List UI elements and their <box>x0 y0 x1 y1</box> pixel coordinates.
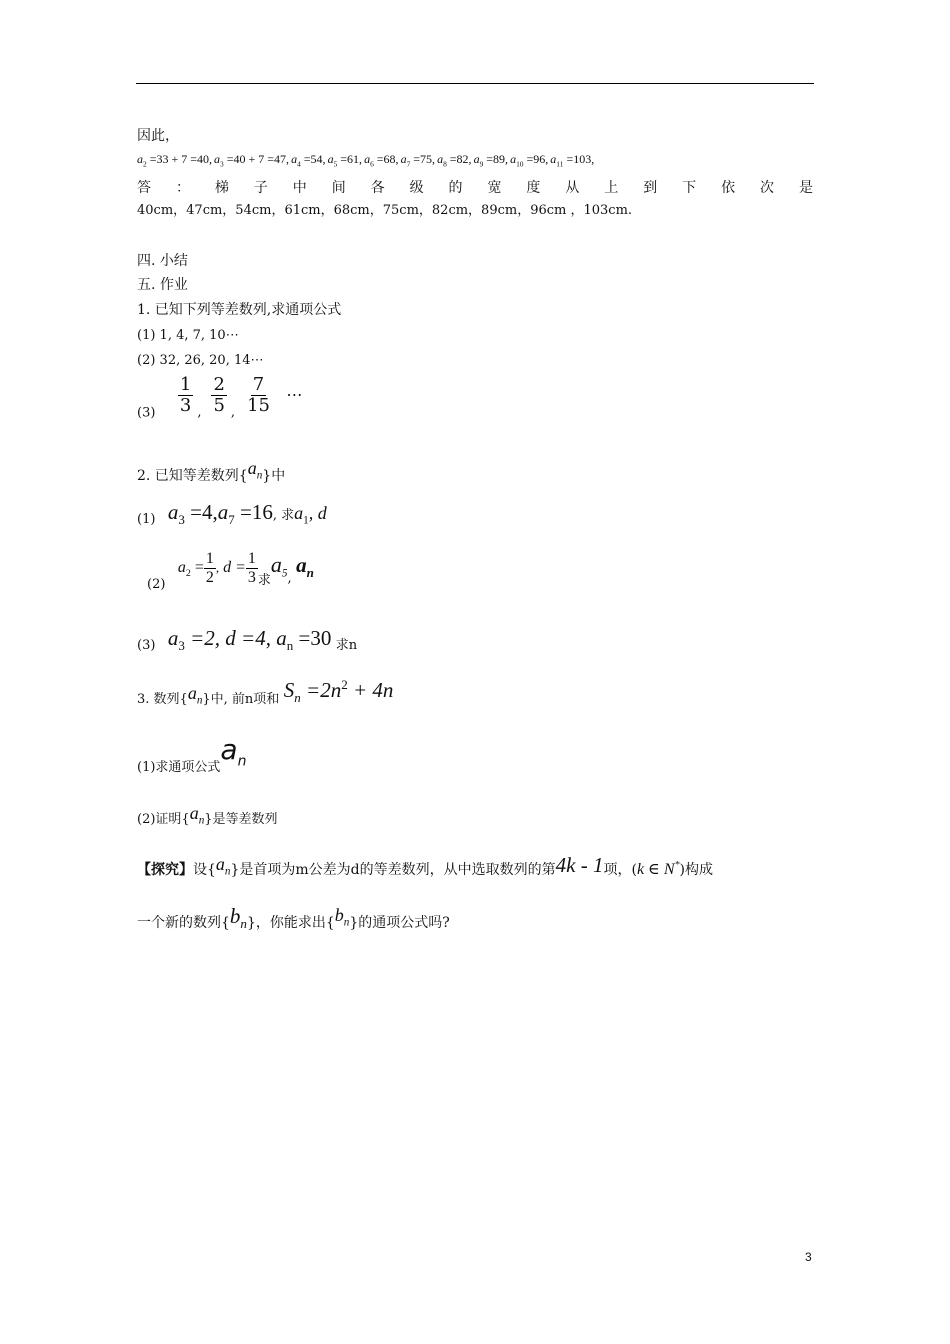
answer-char: 到 <box>643 180 658 196</box>
q3-an-large: $a_n$ <box>220 733 247 770</box>
explore-k-in: k ∈ N* <box>636 859 680 878</box>
header-rule <box>136 83 814 84</box>
q3-var-a: $a_n$ <box>187 683 203 707</box>
q2-sub2-a5: $a_5$ <box>270 551 288 580</box>
q2-sub2-equation: $a_2$ = $\frac{1}{2}$ , d = $\frac{1}{3}$ <box>177 550 256 586</box>
sequence-term: $a_{10} =96$, <box>510 152 549 169</box>
explore-line2: 一个新的数列$\{b_n\}$，你能求出$\{b_n\}$的通项公式吗? <box>137 904 450 932</box>
q1-title: 1. 已知下列等差数列,求通项公式 <box>137 302 342 318</box>
answer-char: 各 <box>370 180 385 196</box>
q2-sub2-an: $a_n$ <box>296 552 314 580</box>
sequence-term: $a_3 =40 + 7 =47$, <box>214 152 290 169</box>
answer-line <box>137 177 813 197</box>
section-summary: 四. 小结 <box>137 253 188 269</box>
sequence-values-line <box>137 152 596 169</box>
q2-frac-half: $\frac{1}{2}$ <box>205 550 214 586</box>
sequence-term: $a_{11} =103$, <box>550 152 595 169</box>
explore-line1: 【探究】设$\{a_n\}$是首项为m公差为d的等差数列，从中选取数列的第4k - 1项，(k ∈ N*)构成 <box>137 853 713 878</box>
q2-sub1-label: (1) <box>137 512 156 527</box>
answer-char: 梯 <box>214 180 229 196</box>
answer-char: 级 <box>409 180 424 196</box>
answer-char: 的 <box>448 180 463 196</box>
sequence-term: $a_9 =89$, <box>473 152 509 169</box>
q2-title-post: }中 <box>262 468 286 484</box>
q1-fraction: $\frac{2}{5}$ <box>213 374 225 416</box>
q3-title: 3. 数列$\{a_n\}$中, 前n项和 $S_n =2n^2 + 4n$ <box>137 677 394 707</box>
q3-sum-formula: $S_n =2n^2 + 4n$ <box>283 677 394 706</box>
sequence-term: $a_6 =68$, <box>364 152 399 169</box>
q1-fraction: $\frac{1}{3}$ <box>179 374 192 416</box>
q2-sub3-equation: $a_3 =2$, d =4, $a_n =30$ <box>167 626 332 654</box>
answer-char: 间 <box>331 180 346 196</box>
answer-char: 上 <box>604 180 619 196</box>
q3-sub2-var-a: $a_n$ <box>189 803 205 827</box>
q1-item3 <box>137 375 302 421</box>
q2-sub1-equation: $a_3 =4,a_7 =16$ <box>167 500 273 528</box>
q2-title-pre: 2. 已知等差数列{ <box>137 468 248 484</box>
explore-expr: 4k - 1 <box>555 853 604 877</box>
answer-char: 从 <box>565 180 580 196</box>
sequence-term: $a_7 =75$, <box>400 152 436 169</box>
sequence-term: $a_8 =82$, <box>437 152 472 169</box>
sequence-term: $a_5 =61$, <box>327 152 363 169</box>
explore-var-b: $b_n$ <box>229 904 247 932</box>
q2-sub1-target: $a_1$, d <box>294 503 327 527</box>
sequence-term: $a_2 =33 + 7 =40$, <box>137 152 213 169</box>
q2-sub2-ask: 求 <box>257 572 271 588</box>
q1-fractions <box>178 374 276 421</box>
intro-text: 因此， <box>137 128 179 144</box>
answer-char: 度 <box>526 180 541 196</box>
q3-sub1: (1)求通项公式$a_n$ <box>137 733 247 775</box>
answer-char: 宽 <box>487 180 502 196</box>
answer-char: ： <box>175 180 190 196</box>
answer-char: 中 <box>292 180 307 196</box>
answer-char: 是 <box>798 180 813 196</box>
section-homework: 五. 作业 <box>137 277 188 293</box>
answer-char: 答 <box>137 180 151 196</box>
q2-title <box>137 458 285 485</box>
explore-var-b2: $b_n$ <box>334 905 350 929</box>
q2-sub1 <box>137 500 327 528</box>
answer-char: 次 <box>760 180 774 196</box>
q2-var-a: $a_n$ <box>247 458 263 482</box>
q2-sub3 <box>137 626 357 654</box>
answer-char: 依 <box>721 180 736 196</box>
answer-char: 下 <box>682 180 697 196</box>
sequence-term: $a_4 =54$, <box>291 152 326 169</box>
q2-sub2: (2) $a_2$ = $\frac{1}{2}$ , d = $\frac{1}{3}$ 求$a_5$, $a_n$ <box>147 550 314 592</box>
page-number: 3 <box>805 1250 812 1264</box>
explore-tag: 【探究】 <box>137 862 193 878</box>
q2-frac-third: $\frac{1}{3}$ <box>247 550 256 586</box>
q3-sub2: (2)证明$\{a_n\}$是等差数列 <box>137 803 278 827</box>
q1-fraction-sep: , <box>197 405 202 421</box>
explore-var-a: $a_n$ <box>215 854 231 878</box>
q1-ellipsis: ⋯ <box>286 385 303 405</box>
q2-sub1-ask: , 求 <box>272 508 295 523</box>
q2-sub3-label: (3) <box>137 638 156 653</box>
q2-sub3-ask: 求n <box>335 638 358 653</box>
q1-fraction: $\frac{7}{15}$ <box>247 374 270 416</box>
q1-fraction-sep: , <box>230 405 236 421</box>
q2-sub2-label: (2) <box>147 576 166 592</box>
answer-values: 40cm，47cm，54cm，61cm，68cm，75cm，82cm，89cm，96cm ，103cm. <box>137 203 633 218</box>
answer-char: 子 <box>253 180 268 196</box>
q1-item1: (1) 1, 4, 7, 10⋯ <box>137 328 239 343</box>
q1-item2: (2) 32, 26, 20, 14⋯ <box>137 353 264 368</box>
q1-item3-label: (3) <box>137 405 156 421</box>
